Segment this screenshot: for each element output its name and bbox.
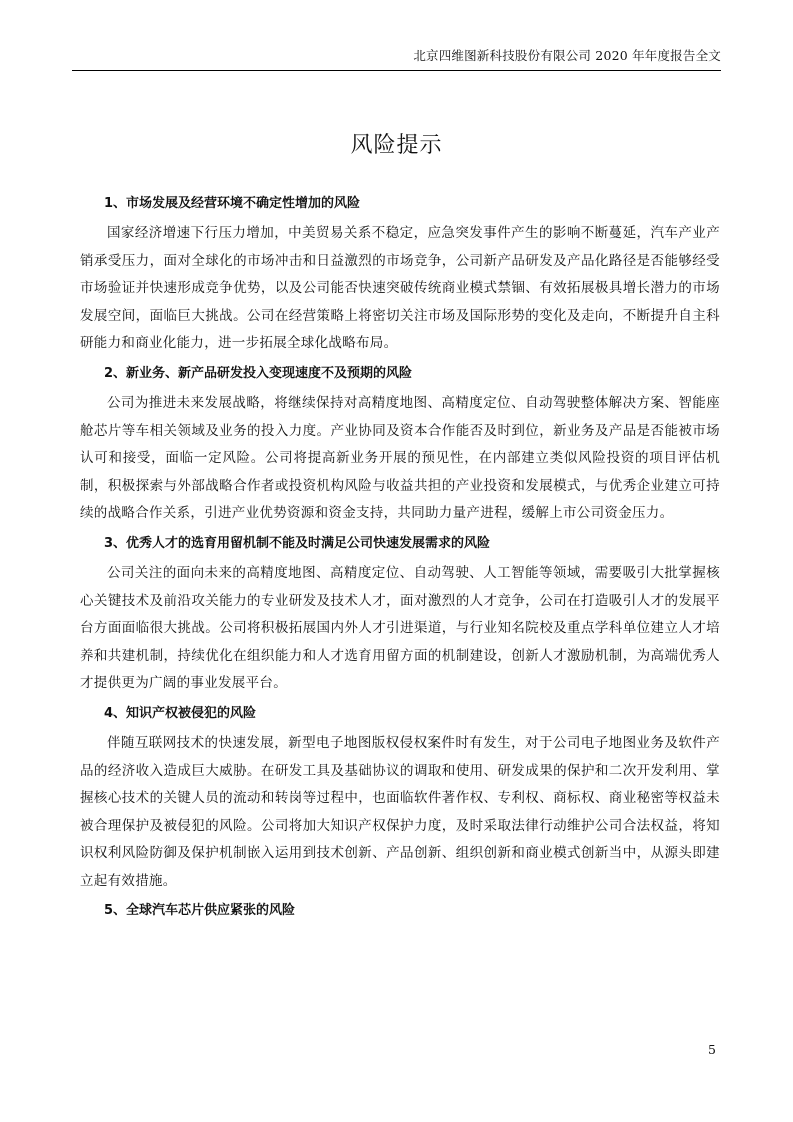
section-1 (80, 190, 720, 358)
section-heading: 3、优秀人才的选育用留机制不能及时满足公司快速发展需求的风险 (104, 535, 491, 551)
section-heading: 5、全球汽车芯片供应紧张的风险 (104, 903, 296, 919)
section-2 (80, 360, 720, 528)
page-header: 北京四维图新科技股份有限公司 2020 年年度报告全文 (72, 46, 721, 71)
section-3 (80, 530, 720, 698)
section-heading: 2、新业务、新产品研发投入变现速度不及预期的风险 (104, 365, 413, 381)
page-title: 风险提示 (350, 133, 443, 158)
section-heading: 4、知识产权被侵犯的风险 (104, 705, 257, 721)
section-paragraph: 国家经济增速下行压力增加，中美贸易关系不稳定，应急突发事件产生的影响不断蔓延，汽车产业产销承受压力，面对全球化的市场冲击和日益激烈的市场竞争，公司新产品研发及产品化路径是否能够经受市场验证并快速形成竞争优势，以及公司能否快速突破传统商业模式禁锢、有效拓展极具增长潜力的市场发展空间，面临巨大挑战。公司在经营策略上将密切关注市场及国际形势的变化及走向，不断提升自主科研能力和商业化能力，进一步拓展全球化战略布局。 (80, 225, 720, 352)
page-number: 5 (708, 1042, 716, 1057)
section-5 (80, 897, 720, 925)
document-body (80, 188, 720, 927)
section-heading: 1、市场发展及经营环境不确定性增加的风险 (104, 196, 361, 211)
section-paragraph: 公司为推进未来发展战略，将继续保持对高精度地图、高精度定位、自动驾驶整体解决方案、智能座舱芯片等车相关领域及业务的投入力度。产业协同及资本合作能否及时到位，新业务及产品是否能被市场认可和接受，面临一定风险。公司将提高新业务开展的预见性，在内部建立类似风险投资的项目评估机制，积极探索与外部战略合作者或投资机构风险与收益共担的产业投资和发展模式，与优秀企业建立可持续的战略合作关系，引进产业优势资源和资金支持，共同助力量产进程，缓解上市公司资金压力。 (80, 394, 720, 522)
section-4 (80, 700, 720, 896)
section-paragraph: 公司关注的面向未来的高精度地图、高精度定位、自动驾驶、人工智能等领域，需要吸引大批掌握核心关键技术及前沿攻关能力的专业研发及技术人才，面对激烈的人才竞争，公司在打造吸引人才的发展平台方面面临很大挑战。公司将积极拓展国内外人才引进渠道，与行业知名院校及重点学科单位建立人才培养和共建机制，持续优化在组织能力和人才选育用留方面的机制建设，创新人才激励机制，为高端优秀人才提供更为广阔的事业发展平台。 (80, 564, 720, 692)
section-paragraph: 伴随互联网技术的快速发展，新型电子地图版权侵权案件时有发生，对于公司电子地图业务及软件产品的经济收入造成巨大威胁。在研发工具及基础协议的调取和使用、研发成果的保护和二次开发利用、掌握核心技术的关键人员的流动和转岗等过程中，也面临软件著作权、专利权、商标权、商业秘密等权益未被合理保护及被侵犯的风险。公司将加大知识产权保护力度，及时采取法律行动维护公司合法权益，将知识权利风险防御及保护机制嵌入运用到技术创新、产品创新、组织创新和商业模式创新当中，从源头即建立起有效措施。 (80, 734, 720, 889)
